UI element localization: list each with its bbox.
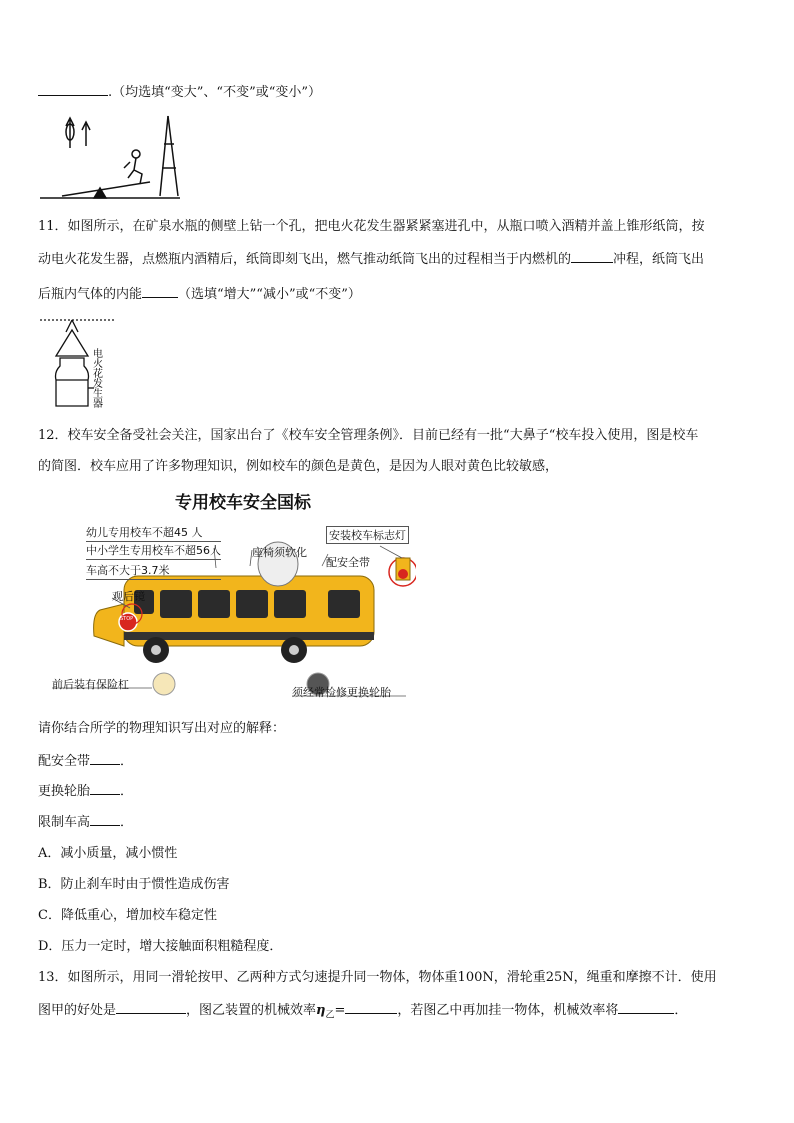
seesaw-jumper-figure <box>40 108 190 204</box>
q11-line3-text-a: 后瓶内气体的内能 <box>38 287 143 302</box>
label-mirror: 观后镜 <box>112 590 145 603</box>
q12-option-d: D．压力一定时，增大接触面积粗糙程度． <box>38 939 283 954</box>
q11-line3-text-b: （选填“增大”“减小”或“不变”） <box>178 287 361 302</box>
answer-blank <box>345 1001 397 1014</box>
label-tire: 须经常检修更换轮胎 <box>292 686 391 699</box>
spark-generator-label: 电火花发生器 <box>90 348 102 408</box>
stop-sign-text: STOP <box>120 616 134 622</box>
answer-blank <box>618 1001 674 1014</box>
eta-symbol: η <box>316 1003 326 1018</box>
answer-blank <box>571 250 613 263</box>
eta-subscript: 乙 <box>325 1010 335 1021</box>
q12-item3-label: 限制车高 <box>38 815 91 830</box>
q12-item2-tail: ． <box>120 784 134 799</box>
bottle-spark-figure <box>38 318 116 412</box>
stop-lamp-icon <box>398 569 408 579</box>
q13-line2-text-a: 图甲的好处是 <box>38 1003 117 1018</box>
q13-line2-text-b: ，图乙装置的机械效率 <box>186 1003 317 1018</box>
label-kindergarten: 幼儿专用校车不超45 人 <box>86 524 221 542</box>
q12-item3 <box>38 813 133 832</box>
label-lamp: 安装校车标志灯 <box>326 526 409 544</box>
answer-blank <box>142 285 178 298</box>
q13-line2-tail: ． <box>674 1003 688 1018</box>
q11-line2 <box>38 250 704 269</box>
q11-line2-text-b: 冲程，纸筒飞出 <box>613 252 705 267</box>
q12-line2: 的简图．校车应用了许多物理知识，例如校车的颜色是黄色，是因为人眼对黄色比较敏感， <box>38 459 559 474</box>
q12-prompt: 请你结合所学的物理知识写出对应的解释： <box>38 721 286 736</box>
q10-tail-text: .（均选填“变大”、“不变”或“变小”） <box>108 85 322 100</box>
q11-line3 <box>38 285 361 304</box>
label-seat: 座椅须软化 <box>252 546 307 559</box>
q12-item1-tail: ． <box>120 754 134 769</box>
q12-item2 <box>38 782 133 801</box>
q11-line1: 11．如图所示，在矿泉水瓶的侧壁上钻一个孔，把电火花发生器紧紧塞进孔中，从瓶口喷入酒精并盖上锥形纸筒，按 <box>38 219 705 234</box>
q13-line1: 13．如图所示，用同一滑轮按甲、乙两种方式匀速提升同一物体，物体重100N，滑轮重25N，绳重和摩擦不计．使用 <box>38 970 717 985</box>
q13-line2 <box>38 1001 687 1025</box>
q10-tail-line <box>38 83 321 102</box>
school-bus-figure <box>40 486 416 704</box>
label-belt: 配安全带 <box>326 556 370 569</box>
q13-line2-text-d: ，若图乙中再加挂一物体，机械效率将 <box>397 1003 619 1018</box>
label-bumper: 前后装有保险杠 <box>52 678 129 691</box>
q12-item2-label: 更换轮胎 <box>38 784 91 799</box>
figure-title: 专用校车安全国标 <box>175 493 311 513</box>
q12-line1: 12．校车安全备受社会关注，国家出台了《校车安全管理条例》．目前已经有一批“大鼻子“校车投入使用，图是校车 <box>38 428 699 443</box>
q12-option-a: A．减小质量，减小惯性 <box>38 846 178 861</box>
answer-blank <box>90 813 120 826</box>
answer-blank <box>90 782 120 795</box>
q12-item1 <box>38 752 133 771</box>
q12-item1-label: 配安全带 <box>38 754 91 769</box>
answer-blank <box>90 752 120 765</box>
q13-equals: = <box>334 1003 346 1018</box>
label-height: 车高不大于3.7米 <box>86 562 221 580</box>
label-students: 中小学生专用校车不超56人 <box>86 542 221 560</box>
bumper-zoom-circle <box>153 673 175 695</box>
q12-item3-tail: ． <box>120 815 134 830</box>
answer-blank <box>38 83 108 96</box>
q12-option-c: C．降低重心，增加校车稳定性 <box>38 908 217 923</box>
q11-line2-text-a: 动电火花发生器，点燃瓶内酒精后，纸筒即刻飞出，燃气推动纸筒飞出的过程相当于内燃机的 <box>38 252 572 267</box>
school-bus-illustration <box>40 486 416 704</box>
answer-blank <box>116 1001 186 1014</box>
q12-option-b: B．防止刹车时由于惯性造成伤害 <box>38 877 230 892</box>
